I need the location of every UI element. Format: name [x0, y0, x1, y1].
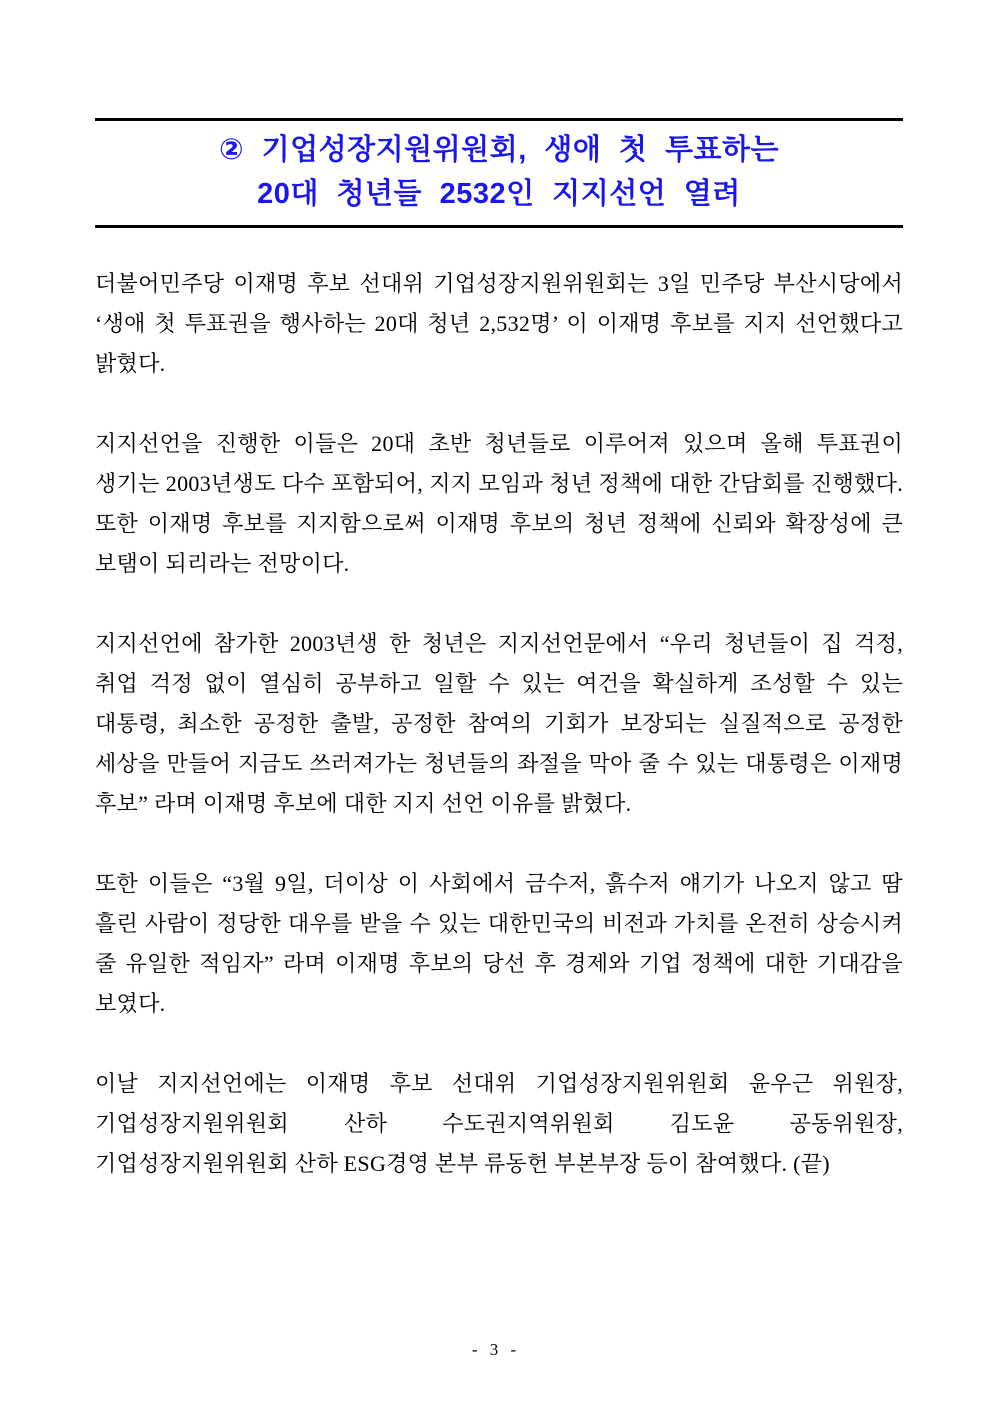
title-block: [95, 118, 903, 228]
document-title: [95, 121, 903, 225]
document-body: [95, 228, 903, 1184]
title-line-1: ② 기업성장지원위원회, 생애 첫 투표하는: [218, 134, 780, 166]
paragraph-4: 또한 이들은 “3월 9일, 더이상 이 사회에서 금수저, 흙수저 얘기가 나오지 않고 땀 흘린 사람이 정당한 대우를 받을 수 있는 대한민국의 비전과 가치를 온전히 상승시켜 줄 유일한 적임자” 라며 이재명 후보의 당선 후 경제와 기업 정책에 대한 기대감을 보였다.: [95, 871, 903, 1016]
title-line-2: 20대 청년들 2532인 지지선언 열려: [257, 178, 741, 210]
paragraph-1: 더불어민주당 이재명 후보 선대위 기업성장지원위원회는 3일 민주당 부산시당에서 ‘생애 첫 투표권을 행사하는 20대 청년 2,532명’ 이 이재명 후보를 지지 선언했다고 밝혔다.: [95, 271, 903, 376]
paragraph-5: 이날 지지선언에는 이재명 후보 선대위 기업성장지원위원회 윤우근 위원장, 기업성장지원위원회 산하 수도권지역위원회 김도윤 공동위원장, 기업성장지원위원회 산하 ESG경영 본부 류동헌 부본부장 등이 참여했다. (끝): [95, 1071, 903, 1176]
paragraph-2: 지지선언을 진행한 이들은 20대 초반 청년들로 이루어져 있으며 올해 투표권이 생기는 2003년생도 다수 포함되어, 지지 모임과 청년 정책에 대한 간담회를 진행했다. 또한 이재명 후보를 지지함으로써 이재명 후보의 청년 정책에 신뢰와 확장성에 큰 보탬이 되리라는 전망이다.: [95, 431, 903, 576]
paragraph-3: 지지선언에 참가한 2003년생 한 청년은 지지선언문에서 “우리 청년들이 집 걱정, 취업 걱정 없이 열심히 공부하고 일할 수 있는 여건을 확실하게 조성할 수 있는 대통령, 최소한 공정한 출발, 공정한 참여의 기회가 보장되는 실질적으로 공정한 세상을 만들어 지금도 쓰러져가는 청년들의 좌절을 막아 줄 수 있는 대통령은 이재명 후보” 라며 이재명 후보에 대한 지지 선언 이유를 밝혔다.: [95, 631, 903, 816]
page-number: - 3 -: [471, 1340, 521, 1359]
